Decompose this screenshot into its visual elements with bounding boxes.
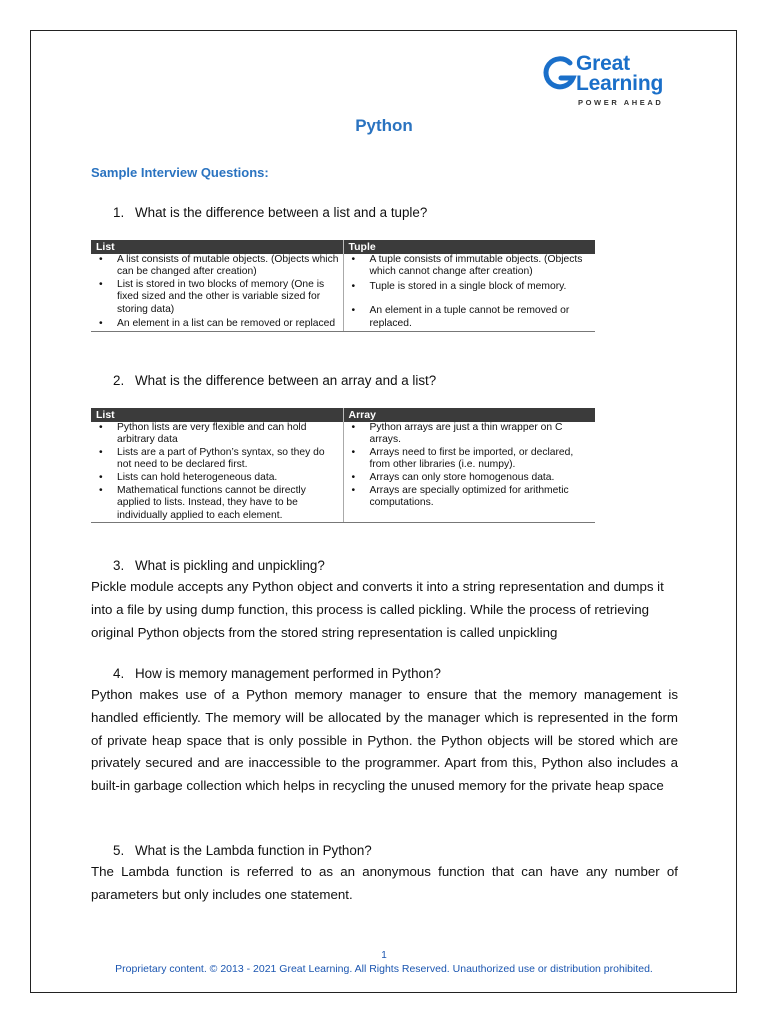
list-item: • Mathematical functions cannot be directly applied to lists. Instead, they have to be individually applied to each element. bbox=[91, 485, 339, 523]
question-number: 2. bbox=[113, 373, 125, 388]
question-number: 5. bbox=[113, 843, 125, 858]
list-item: • A list consists of mutable objects. (Objects which can be changed after creation) bbox=[91, 254, 339, 279]
question-text: What is the Lambda function in Python? bbox=[135, 843, 372, 858]
list-item: • An element in a tuple cannot be removed or replaced. bbox=[344, 305, 592, 330]
question-number: 3. bbox=[113, 558, 125, 573]
question-2 bbox=[113, 373, 436, 388]
logo-text-learning: Learning bbox=[576, 72, 664, 95]
section-label: Sample Interview Questions: bbox=[91, 165, 269, 180]
g-logo-icon bbox=[540, 54, 580, 94]
logo-tagline: POWER AHEAD bbox=[578, 98, 664, 107]
list-column bbox=[91, 422, 343, 523]
question-number: 4. bbox=[113, 666, 125, 681]
array-column bbox=[343, 422, 595, 523]
list-item: • Python arrays are just a thin wrapper on C arrays. bbox=[344, 422, 592, 447]
list-item: • An element in a list can be removed or replaced bbox=[91, 318, 339, 331]
question-1 bbox=[113, 205, 427, 220]
footer-copyright: Proprietary content. © 2013 - 2021 Great Learning. All Rights Reserved. Unauthorized use or distribution prohibited. bbox=[115, 963, 653, 975]
question-3 bbox=[113, 558, 325, 573]
list-vs-array-table bbox=[91, 408, 595, 523]
list-item: • Arrays can only store homogenous data. bbox=[344, 472, 592, 485]
answer-5: The Lambda function is referred to as an anonymous function that can have any number of parameters but only includes one statement. bbox=[91, 864, 678, 902]
table-header-list: List bbox=[91, 240, 343, 254]
great-learning-logo bbox=[540, 52, 675, 110]
tuple-column bbox=[343, 254, 595, 331]
question-text: What is pickling and unpickling? bbox=[135, 558, 325, 573]
question-number: 1. bbox=[113, 205, 125, 220]
question-text: What is the difference between a list and a tuple? bbox=[135, 205, 428, 220]
question-4 bbox=[113, 666, 441, 681]
table-header-array: Array bbox=[343, 408, 595, 422]
list-item: • Lists are a part of Python’s syntax, so they do not need to be declared first. bbox=[91, 447, 339, 472]
list-item: • Tuple is stored in a single block of memory. bbox=[344, 281, 592, 294]
question-5 bbox=[113, 843, 372, 858]
logo-text-great: Great bbox=[576, 52, 630, 75]
list-column bbox=[91, 254, 343, 331]
list-item: • Arrays are specially optimized for arithmetic computations. bbox=[344, 485, 592, 510]
answer-3: Pickle module accepts any Python object and converts it into a string representation and dumps it into a file by using dump function, this process is called pickling. While the process of retrieving original Python objects from the stored string representation is called unpickling bbox=[91, 579, 664, 640]
table-header-tuple: Tuple bbox=[343, 240, 595, 254]
question-text: What is the difference between an array and a list? bbox=[135, 373, 437, 388]
table-header-list: List bbox=[91, 408, 343, 422]
list-item: • Python lists are very flexible and can hold arbitrary data bbox=[91, 422, 339, 447]
question-text: How is memory management performed in Python? bbox=[135, 666, 441, 681]
page-title: Python bbox=[355, 116, 413, 135]
list-item: • Lists can hold heterogeneous data. bbox=[91, 472, 339, 485]
page-number: 1 bbox=[381, 950, 387, 961]
list-vs-tuple-table bbox=[91, 240, 595, 332]
list-item: • Arrays need to first be imported, or declared, from other libraries (i.e. numpy). bbox=[344, 447, 592, 472]
list-item: • List is stored in two blocks of memory (One is fixed sized and the other is variable sized for storing data) bbox=[91, 279, 339, 317]
list-item: • A tuple consists of immutable objects. (Objects which cannot change after creation) bbox=[344, 254, 592, 279]
answer-4: Python makes use of a Python memory manager to ensure that the memory management is handled efficiently. The memory will be allocated by the manager which is represented in the form of private heap space that is only possible in Python. the Python objects will be stored which are privately secured and are inaccessible to the programmer. Apart from this, Python also includes a built-in garbage collection which helps in recycling the unused memory for the private heap space bbox=[91, 687, 678, 794]
